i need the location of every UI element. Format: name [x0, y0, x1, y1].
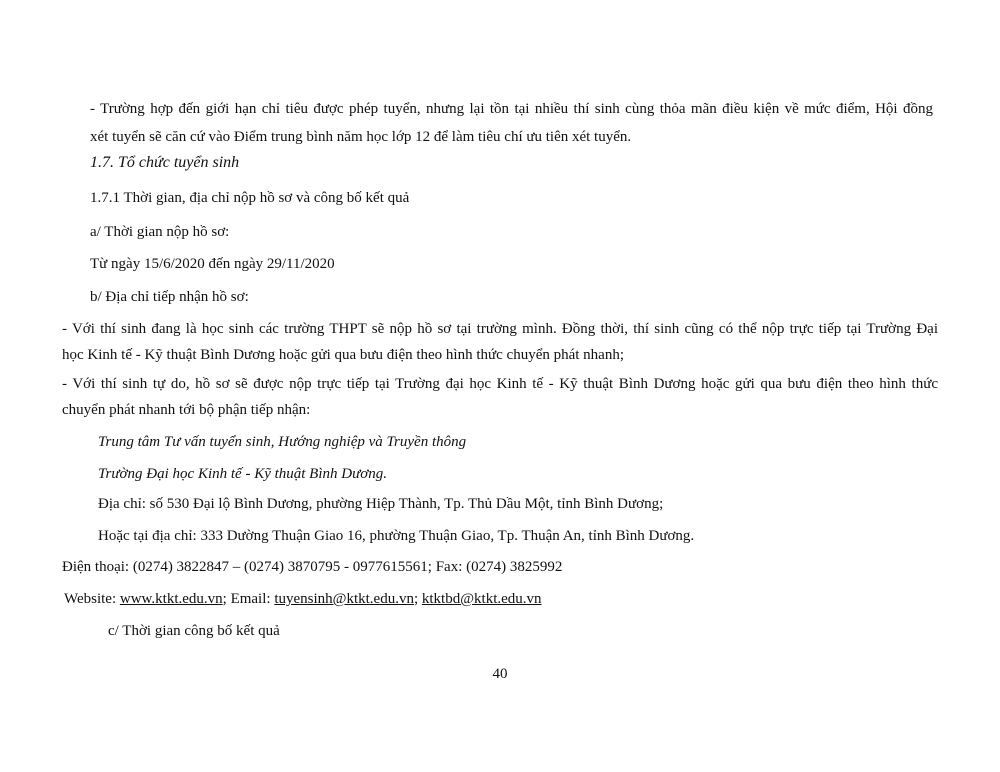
- email-link-general[interactable]: ktktbd@ktkt.edu.vn: [421, 591, 542, 607]
- paragraph-line: xét tuyển sẽ căn cứ vào Điểm trung bình năm học lớp 12 để làm tiêu chí ưu tiên xét tuyển.: [90, 129, 632, 145]
- page-number: 40: [492, 666, 508, 682]
- paragraph-line: - Với thí sinh tự do, hồ sơ sẽ được nộp trực tiếp tại Trường đại học Kinh tế - Kỹ thuật Bình Dương hoặc gửi qua bưu điện theo hình thức: [62, 376, 938, 392]
- item-label: b/ Địa chỉ tiếp nhận hồ sơ:: [90, 289, 249, 305]
- paragraph-line: - Trường hợp đến giới hạn chỉ tiêu được phép tuyển, nhưng lại tồn tại nhiều thí sinh cùng thỏa mãn điều kiện về mức điểm, Hội đồng: [90, 101, 933, 117]
- website-link[interactable]: www.ktkt.edu.vn: [119, 591, 223, 607]
- center-name: Trung tâm Tư vấn tuyển sinh, Hướng nghiệp và Truyền thông: [98, 434, 467, 450]
- section-heading: 1.7. Tổ chức tuyển sinh: [90, 154, 240, 171]
- email-label: ; Email:: [222, 591, 275, 607]
- address-line: Hoặc tại địa chỉ: 333 Dường Thuận Giao 16, phường Thuận Giao, Tp. Thuận An, tỉnh Bình Dương.: [98, 528, 695, 544]
- item-label: c/ Thời gian công bố kết quả: [108, 623, 280, 639]
- separator: ;: [413, 591, 422, 607]
- email-link-admissions[interactable]: tuyensinh@ktkt.edu.vn: [274, 591, 414, 607]
- item-label: a/ Thời gian nộp hồ sơ:: [90, 224, 230, 240]
- phone-line: Điện thoại: (0274) 3822847 – (0274) 3870795 - 0977615561; Fax: (0274) 3825992: [62, 559, 563, 575]
- paragraph-line: học Kinh tế - Kỹ thuật Bình Dương hoặc gửi qua bưu điện theo hình thức chuyển phát nhanh;: [62, 347, 625, 363]
- address-line: Địa chỉ: số 530 Đại lộ Bình Dương, phường Hiệp Thành, Tp. Thủ Dầu Một, tỉnh Bình Dương;: [98, 496, 664, 512]
- paragraph-line: chuyển phát nhanh tới bộ phận tiếp nhận:: [62, 402, 311, 418]
- university-name: Trường Đại học Kinh tế - Kỹ thuật Bình Dương.: [98, 466, 388, 482]
- website-label: Website:: [64, 591, 120, 607]
- paragraph-line: - Với thí sinh đang là học sinh các trường THPT sẽ nộp hồ sơ tại trường mình. Đồng thời, thí sinh cũng có thể nộp trực tiếp tại Trường Đại: [62, 321, 938, 337]
- contact-line: [64, 590, 542, 608]
- subsection-heading: 1.7.1 Thời gian, địa chỉ nộp hồ sơ và công bố kết quả: [90, 190, 410, 206]
- item-value: Từ ngày 15/6/2020 đến ngày 29/11/2020: [90, 256, 335, 272]
